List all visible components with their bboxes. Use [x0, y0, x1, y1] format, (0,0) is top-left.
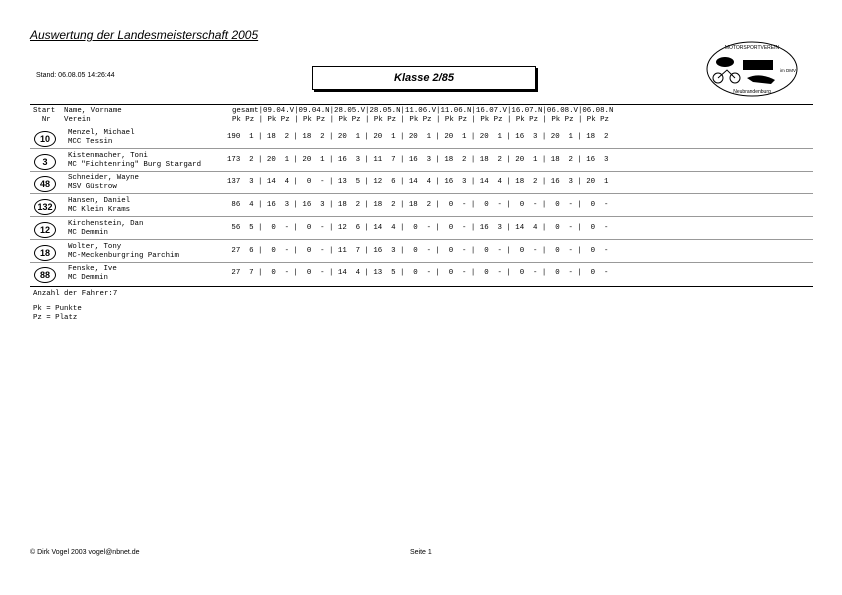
- table-bottom-rule: [30, 286, 813, 287]
- table-row: [0, 240, 842, 262]
- start-number-badge: 10: [34, 131, 56, 147]
- rider-club: MC Demmin: [68, 274, 108, 283]
- rider-club: MC "Fichtenring" Burg Stargard: [68, 160, 202, 169]
- start-number-badge: 88: [34, 267, 56, 283]
- rider-scores: 27 7 | 0 - | 0 - | 14 4 | 13 5 | 0 - | 0 - | 0 - | 0 - | 0 - | 0 -: [227, 269, 609, 278]
- club-logo: [705, 40, 799, 98]
- page-title: Auswertung der Landesmeisterschaft 2005: [30, 28, 259, 42]
- rider-name: Schneider, Wayne: [68, 174, 139, 183]
- rider-club: MCC Tessin: [68, 138, 113, 146]
- rider-scores: 56 5 | 0 - | 0 - | 12 6 | 14 4 | 0 - | 0 - | 16 3 | 14 4 | 0 - | 0 -: [227, 223, 609, 232]
- table-row: [0, 171, 842, 193]
- header-right-2: Pk Pz | Pk Pz | Pk Pz | Pk Pz | Pk Pz | Pk Pz | Pk Pz | Pk Pz | Pk Pz | Pk Pz | Pk Pz: [232, 116, 609, 124]
- table-row: [0, 262, 842, 284]
- rider-scores: 190 1 | 18 2 | 18 2 | 20 1 | 20 1 | 20 1 | 20 1 | 20 1 | 16 3 | 20 1 | 18 2: [227, 133, 609, 141]
- table-row: [0, 217, 842, 239]
- start-number-badge: 3: [34, 154, 56, 170]
- rider-name: Hansen, Daniel: [68, 197, 131, 206]
- start-number-badge: 18: [34, 245, 56, 261]
- rider-club: MC-Meckenburgring Parchim: [68, 251, 179, 260]
- class-box: Klasse 2/85: [312, 66, 536, 90]
- footer-page: Seite 1: [410, 549, 432, 556]
- rider-name: Kistenmacher, Toni: [68, 151, 148, 160]
- header-left-2: Nr Verein: [33, 116, 91, 124]
- start-number-badge: 132: [34, 199, 56, 215]
- rider-scores: 137 3 | 14 4 | 0 - | 13 5 | 12 6 | 14 4 | 16 3 | 14 4 | 18 2 | 16 3 | 20 1: [227, 178, 609, 187]
- rider-scores: 86 4 | 16 3 | 16 3 | 18 2 | 18 2 | 18 2 | 0 - | 0 - | 0 - | 0 - | 0 -: [227, 201, 609, 210]
- rider-name: Menzel, Michael: [68, 129, 135, 137]
- logo-text-middle: im DMV: [780, 68, 796, 73]
- rider-name: Kirchenstein, Dan: [68, 219, 144, 228]
- table-row: [0, 194, 842, 216]
- table-row: [0, 126, 842, 148]
- rider-count: Anzahl der Fahrer:7: [33, 290, 118, 298]
- rider-club: MC Klein Krams: [68, 206, 131, 215]
- logo-text-top: MOTORSPORTVEREIN: [724, 45, 780, 51]
- logo-text-bottom: Neubrandenburg: [733, 89, 771, 95]
- legend-pz: Pz = Platz: [33, 314, 78, 322]
- table-row: [0, 149, 842, 171]
- rider-club: MSV Güstrow: [68, 183, 117, 192]
- footer-copyright: © Dirk Vogel 2003 vogel@nbnet.de: [30, 549, 140, 556]
- header-left-1: Start Name, Vorname: [33, 107, 122, 115]
- start-number-badge: 12: [34, 222, 56, 238]
- legend-pk: Pk = Punkte: [33, 305, 82, 313]
- timestamp: Stand: 06.08.05 14:26:44: [36, 72, 115, 79]
- rider-scores: 27 6 | 0 - | 0 - | 11 7 | 16 3 | 0 - | 0 - | 0 - | 0 - | 0 - | 0 -: [227, 246, 609, 255]
- header-right-1: gesamt|09.04.V|09.04.N|28.05.V|28.05.N|11.06.V|11.06.N|16.07.V|16.07.N|06.08.V|06.08.N: [232, 107, 614, 115]
- rider-scores: 173 2 | 20 1 | 20 1 | 16 3 | 11 7 | 16 3 | 18 2 | 18 2 | 20 1 | 18 2 | 16 3: [227, 155, 609, 164]
- start-number-badge: 48: [34, 176, 56, 192]
- rider-name: Wolter, Tony: [68, 242, 122, 251]
- rider-name: Fenske, Ive: [68, 265, 117, 274]
- table-top-rule: [30, 104, 813, 105]
- rider-club: MC Demmin: [68, 228, 108, 237]
